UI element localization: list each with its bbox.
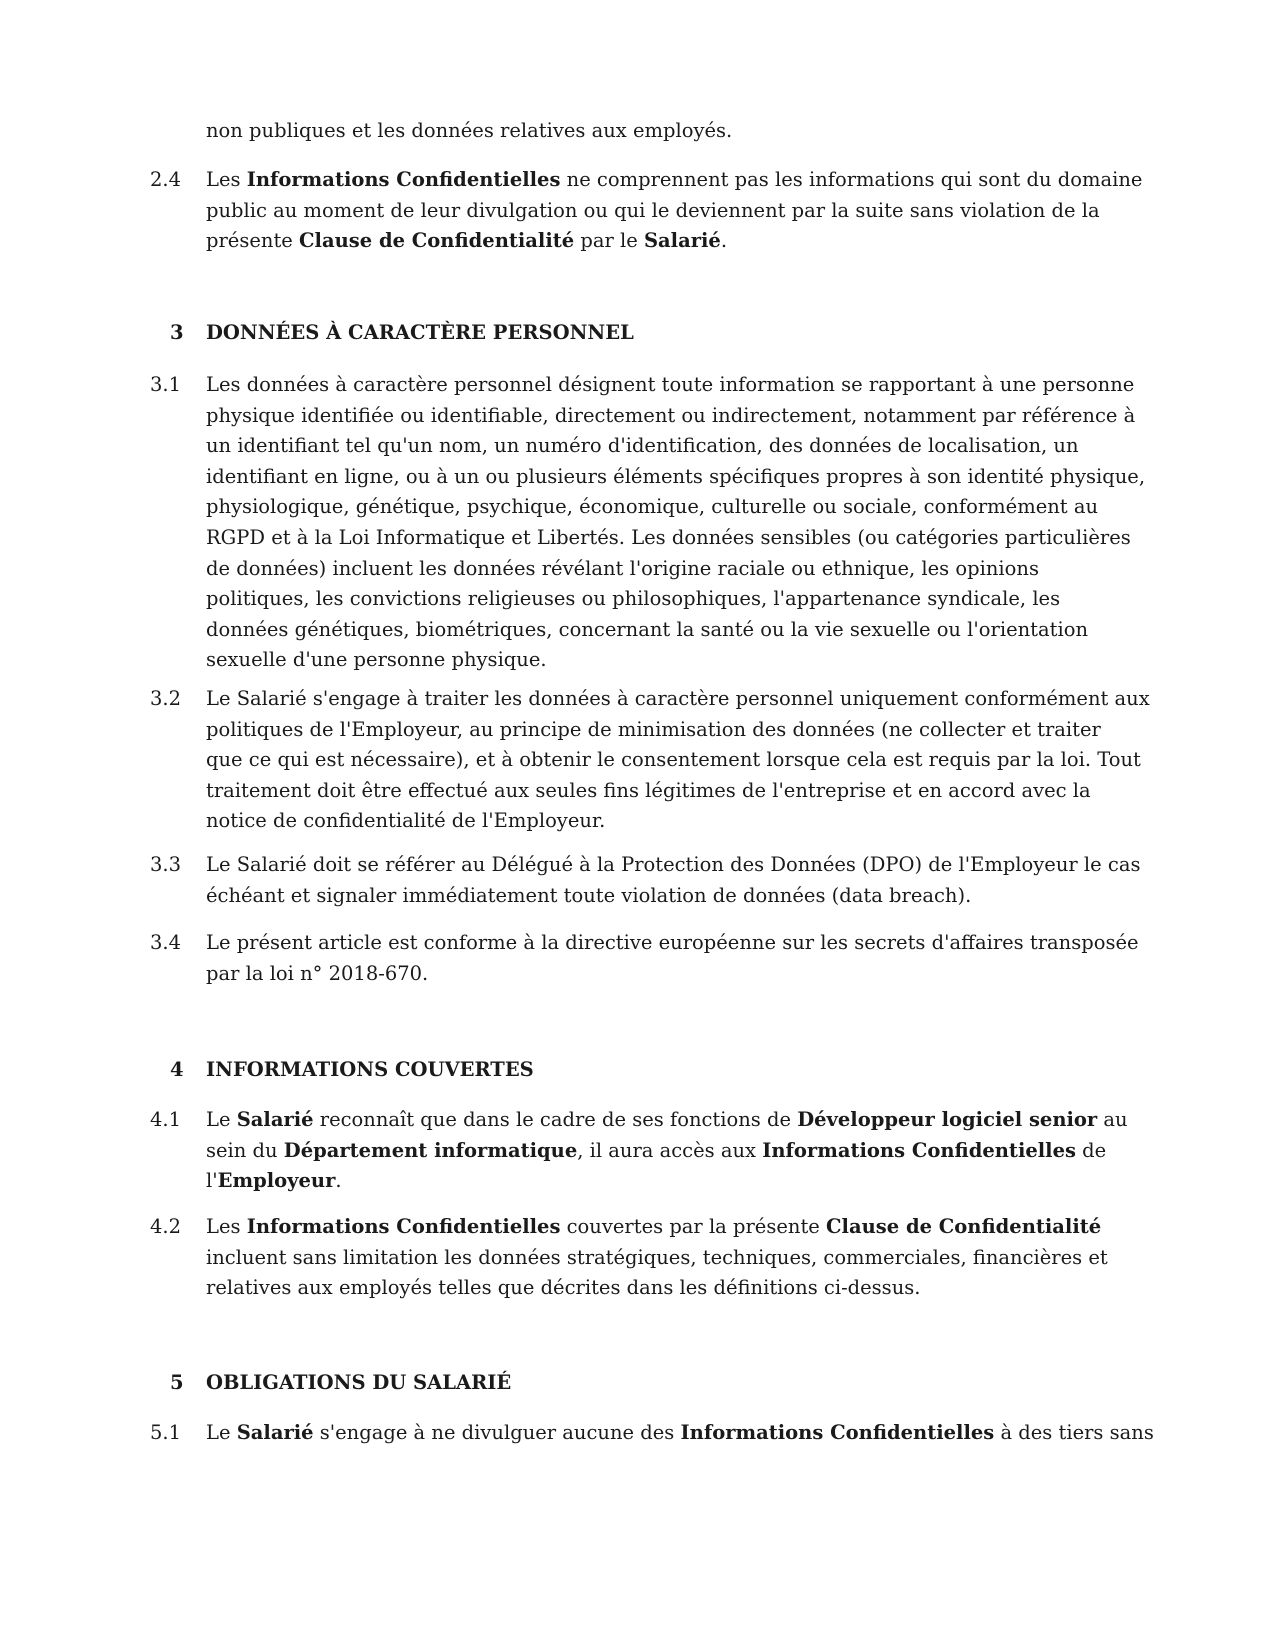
- clause-number: 3.1: [150, 373, 182, 396]
- clause-number: 5.1: [150, 1421, 182, 1444]
- clause-number: 3.2: [150, 687, 182, 710]
- defined-term: Informations Confidentielles: [762, 1138, 1076, 1162]
- text-run: notice de confidentialité de l'Employeur.: [206, 809, 606, 833]
- text-run: Le Salarié s'engage à traiter les données à caractère personnel uniquement conformément aux: [206, 687, 1150, 710]
- text-run: Les: [206, 1215, 247, 1238]
- defined-term: Informations Confidentielles: [246, 1215, 561, 1238]
- text-run: .: [720, 229, 728, 253]
- text-run: au: [1097, 1108, 1128, 1131]
- text-run: , il aura accès aux: [577, 1138, 763, 1162]
- text-run: Les: [206, 168, 247, 191]
- text-line: [206, 523, 1136, 554]
- text-run: Le Salarié doit se référer au Délégué à la Protection des Données (DPO) de l'Employeur le cas: [206, 853, 1141, 876]
- text-line: [206, 554, 1136, 585]
- text-line: [206, 1418, 1154, 1449]
- text-run: incluent sans limitation les données stratégiques, techniques, commerciales, financières et: [206, 1245, 1108, 1269]
- paragraph-text: [206, 1212, 1136, 1304]
- defined-term: Département informatique: [283, 1138, 578, 1162]
- text-line: [206, 715, 1136, 746]
- text-run: ne comprennent pas les informations qui sont du domaine: [560, 168, 1143, 191]
- text-run: sexuelle d'une personne physique.: [206, 648, 547, 672]
- paragraph-text: [206, 116, 1136, 147]
- defined-term: Salarié: [643, 229, 721, 253]
- text-run: couvertes par la présente: [560, 1215, 827, 1238]
- defined-term: Employeur: [217, 1169, 336, 1193]
- text-run: politiques, les convictions religieuses ou philosophiques, l'appartenance syndicale, les: [206, 587, 1061, 611]
- text-run: non publiques et les données relatives aux employés.: [206, 119, 733, 142]
- paragraph-text: [206, 1105, 1136, 1197]
- text-line: [206, 401, 1136, 432]
- defined-term: Clause de Confidentialité: [299, 229, 575, 253]
- text-line: [206, 196, 1136, 227]
- text-line: [206, 776, 1136, 807]
- text-line: [206, 1105, 1136, 1136]
- text-run: que ce qui est nécessaire), et à obtenir le consentement lorsque cela est requis par la loi. Tout: [206, 748, 1141, 772]
- text-line: [206, 1243, 1136, 1274]
- text-line: [206, 850, 1141, 881]
- defined-term: Salarié: [236, 1421, 314, 1444]
- paragraph-text: [206, 684, 1150, 837]
- text-run: identifiant en ligne, ou à un ou plusieurs éléments spécifiques propres à son identité physique,: [206, 464, 1146, 488]
- paragraph-text: [206, 165, 1143, 257]
- text-run: un identifiant tel qu'un nom, un numéro d'identification, des données de localisation, un: [206, 434, 1079, 458]
- defined-term: Salarié: [236, 1108, 314, 1131]
- defined-term: Clause de Confidentialité: [826, 1215, 1102, 1238]
- text-line: [206, 928, 1139, 959]
- text-line: [206, 1273, 1136, 1304]
- text-line: [206, 492, 1136, 523]
- paragraph-text: [206, 928, 1139, 989]
- text-run: physique identifiée ou identifiable, directement ou indirectement, notamment par référence à: [206, 403, 1136, 427]
- text-line: [206, 226, 1136, 257]
- text-run: à des tiers sans: [994, 1421, 1154, 1444]
- text-line: [206, 165, 1143, 196]
- text-run: relatives aux employés telles que décrites dans les définitions ci-dessus.: [206, 1276, 921, 1300]
- defined-term: Informations Confidentielles: [246, 168, 561, 191]
- text-line: [206, 1136, 1136, 1167]
- defined-term: Informations Confidentielles: [680, 1421, 995, 1444]
- text-run: .: [335, 1169, 342, 1193]
- text-run: données génétiques, biométriques, concernant la santé ou la vie sexuelle ou l'orientation: [206, 617, 1089, 641]
- section-title: OBLIGATIONS DU SALARIÉ: [206, 1371, 512, 1394]
- text-line: [206, 1212, 1136, 1243]
- text-run: de données) incluent les données révélant l'origine raciale ou ethnique, les opinions: [206, 556, 1039, 580]
- text-run: échéant et signaler immédiatement toute violation de données (data breach).: [206, 883, 972, 907]
- paragraph-text: [206, 1418, 1154, 1449]
- text-line: [206, 116, 1136, 147]
- text-run: Le: [206, 1108, 237, 1131]
- text-run: Le: [206, 1421, 237, 1444]
- text-run: reconnaît que dans le cadre de ses fonctions de: [313, 1108, 798, 1131]
- text-line: [206, 881, 1136, 912]
- defined-term: Développeur logiciel senior: [797, 1108, 1098, 1131]
- text-run: l': [206, 1169, 218, 1193]
- text-line: [206, 959, 1136, 990]
- text-line: [206, 645, 1136, 676]
- paragraph-text: [206, 850, 1141, 911]
- text-run: politiques de l'Employeur, au principe de minimisation des données (ne collecter et traiter: [206, 717, 1101, 741]
- text-line: [206, 684, 1150, 715]
- text-line: [206, 462, 1146, 493]
- text-run: s'engage à ne divulguer aucune des: [313, 1421, 681, 1444]
- text-run: par le: [574, 229, 644, 253]
- section-title: INFORMATIONS COUVERTES: [206, 1058, 534, 1081]
- text-line: [206, 1166, 1136, 1197]
- text-run: présente: [206, 229, 300, 253]
- clause-number: 3.4: [150, 931, 182, 954]
- section-number: 5: [170, 1371, 184, 1394]
- section-title: DONNÉES À CARACTÈRE PERSONNEL: [206, 321, 634, 344]
- clause-number: 3.3: [150, 853, 182, 876]
- clause-number: 4.1: [150, 1108, 182, 1131]
- text-line: [206, 584, 1136, 615]
- text-line: [206, 745, 1141, 776]
- text-run: public au moment de leur divulgation ou qui le deviennent par la suite sans violation de la: [206, 198, 1100, 222]
- text-run: Les données à caractère personnel désignent toute information se rapportant à une personne: [206, 373, 1135, 396]
- text-run: traitement doit être effectué aux seules fins légitimes de l'entreprise et en accord avec la: [206, 778, 1091, 802]
- text-run: physiologique, génétique, psychique, économique, culturelle ou sociale, conformément au: [206, 495, 1099, 519]
- text-line: [206, 806, 1136, 837]
- section-number: 3: [170, 321, 184, 344]
- text-run: de: [1075, 1138, 1107, 1162]
- text-line: [206, 431, 1136, 462]
- text-line: [206, 370, 1136, 401]
- text-run: Le présent article est conforme à la directive européenne sur les secrets d'affaires transposée: [206, 931, 1139, 954]
- section-number: 4: [170, 1058, 184, 1081]
- text-run: sein du: [206, 1138, 284, 1162]
- clause-number: 2.4: [150, 168, 182, 191]
- text-line: [206, 615, 1136, 646]
- text-run: par la loi n° 2018-670.: [206, 961, 429, 985]
- paragraph-text: [206, 370, 1146, 676]
- clause-number: 4.2: [150, 1215, 182, 1238]
- text-run: RGPD et à la Loi Informatique et Libertés. Les données sensibles (ou catégories particulières: [206, 525, 1131, 549]
